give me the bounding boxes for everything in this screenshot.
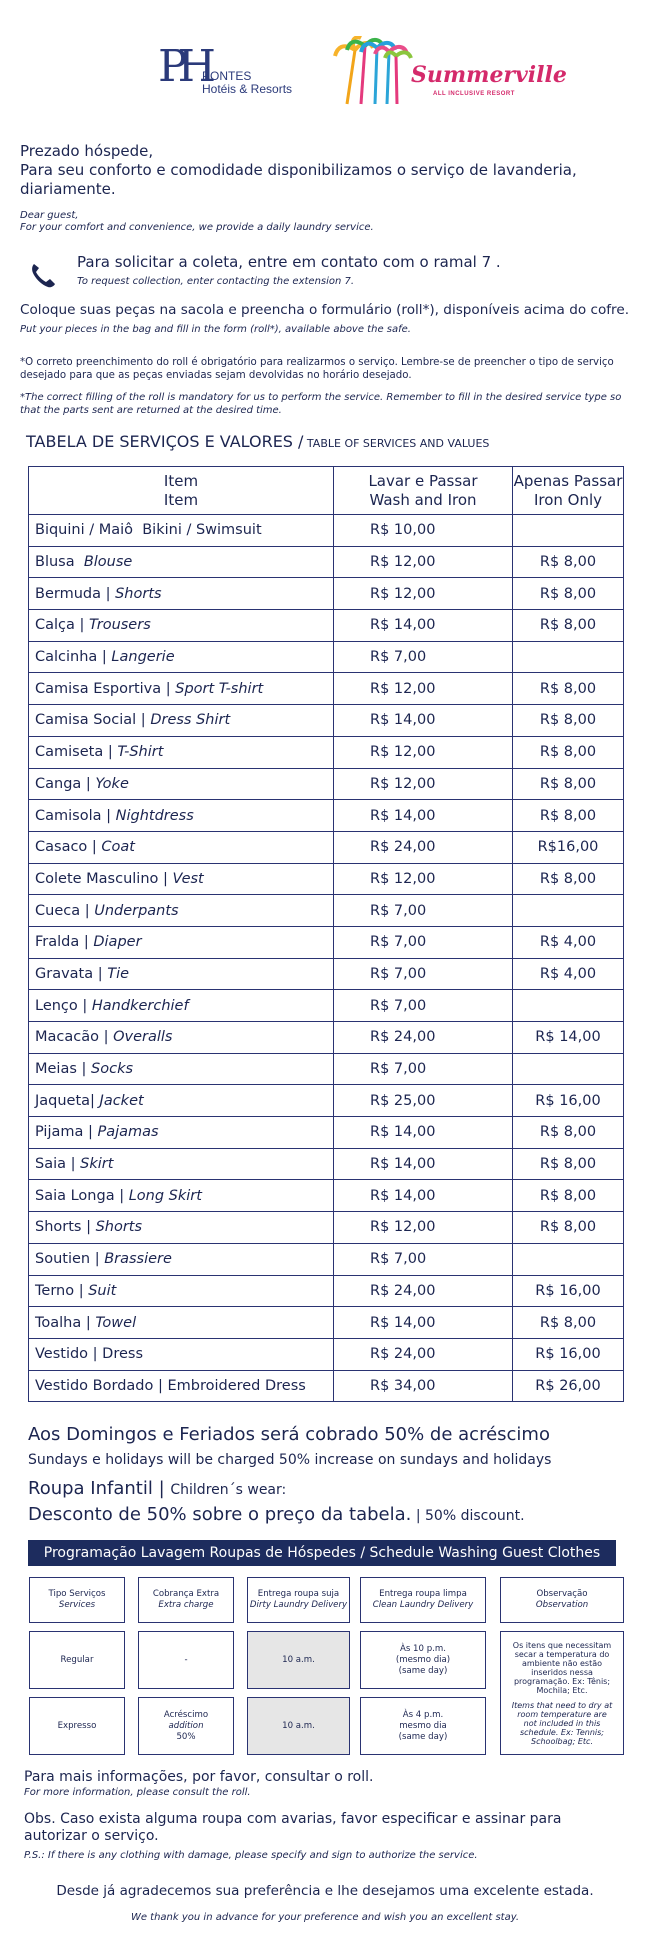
item-name-pt: Vestido | Dress xyxy=(35,1346,143,1363)
item-name xyxy=(29,863,334,895)
kids-discount-sep: | xyxy=(411,1508,426,1524)
item-name-pt: Pijama | xyxy=(35,1124,98,1141)
item-name-pt: Meias | xyxy=(35,1061,92,1078)
item-name xyxy=(29,1180,334,1212)
intro-pt: Para seu conforto e comodidade disponibilizamos o serviço de lavanderia, diariamente. xyxy=(20,161,577,198)
table-row xyxy=(29,1338,624,1370)
iron-only-price: R$ 16,00 xyxy=(513,1338,624,1370)
observation-box xyxy=(500,1631,624,1755)
iron-only-price: R$ 16,00 xyxy=(513,1085,624,1117)
surcharge-pt: Aos Domingos e Feriados será cobrado 50% de acréscimo xyxy=(28,1424,550,1445)
header-wash-iron: Lavar e Passar Wash and Iron xyxy=(334,467,513,515)
wash-iron-price: R$ 14,00 xyxy=(334,1180,513,1212)
obs-en: P.S.: If there is any clothing with damage, please specify and sign to authorize the service. xyxy=(24,1850,478,1861)
item-name xyxy=(29,1370,334,1402)
table-row xyxy=(29,768,624,800)
table-row xyxy=(29,1085,624,1117)
greeting-en: Dear guest, xyxy=(20,210,79,221)
iron-only-price: R$ 14,00 xyxy=(513,1022,624,1054)
table-row xyxy=(29,1180,624,1212)
regular-charge: - xyxy=(138,1631,234,1689)
kids-discount-en: 50% discount. xyxy=(425,1508,525,1524)
wash-iron-price: R$ 24,00 xyxy=(334,1275,513,1307)
express-type: Expresso xyxy=(29,1697,125,1755)
item-name-en: Pajamas xyxy=(97,1124,159,1141)
item-name-en: Shorts xyxy=(95,1219,143,1236)
iron-only-price: R$ 8,00 xyxy=(513,673,624,705)
note-pt: *O correto preenchimento do roll é obrigatório para realizarmos o serviço. Lembre-se de preencher o tipo de serviço desejado para que as peças enviadas sejam devolvidas no horário desejado. xyxy=(20,357,614,381)
pontes-logo-line2: Hotéis & Resorts xyxy=(202,82,293,96)
item-name-pt: Toalha | xyxy=(35,1314,96,1331)
table-row xyxy=(29,926,624,958)
item-name-pt: Macacão | xyxy=(35,1029,114,1046)
surcharge-en: Sundays e holidays will be charged 50% increase on sundays and holidays xyxy=(28,1452,552,1468)
greeting-pt: Prezado hóspede, xyxy=(20,142,154,160)
pontes-logo-text xyxy=(202,70,292,96)
table-row xyxy=(29,1307,624,1339)
item-name-en: Suit xyxy=(88,1282,117,1299)
item-name-pt: Saia | xyxy=(35,1156,81,1173)
item-name-pt: Saia Longa | xyxy=(35,1187,129,1204)
item-name xyxy=(29,1085,334,1117)
wash-iron-price: R$ 7,00 xyxy=(334,1243,513,1275)
summerville-subtitle: ALL INCLUSIVE RESORT xyxy=(433,91,515,97)
wash-iron-price: R$ 24,00 xyxy=(334,1022,513,1054)
iron-only-price: R$ 8,00 xyxy=(513,800,624,832)
price-table xyxy=(28,466,624,1402)
wash-iron-price: R$ 14,00 xyxy=(334,610,513,642)
kids-title xyxy=(28,1478,286,1499)
table-row xyxy=(29,1117,624,1149)
header-iron-only: Apenas Passar Iron Only xyxy=(513,467,624,515)
wash-iron-price: R$ 10,00 xyxy=(334,515,513,547)
item-name xyxy=(29,1243,334,1275)
table-row xyxy=(29,1212,624,1244)
header-item: Item Item xyxy=(29,467,334,515)
pontes-logo-line1: PONTES xyxy=(202,69,252,83)
item-name xyxy=(29,515,334,547)
item-name-en: Overalls xyxy=(113,1029,173,1046)
item-name xyxy=(29,1275,334,1307)
iron-only-price: R$ 4,00 xyxy=(513,958,624,990)
iron-only-price: R$ 8,00 xyxy=(513,1212,624,1244)
table-row xyxy=(29,1275,624,1307)
item-name xyxy=(29,1148,334,1180)
item-name-pt: Gravata | xyxy=(35,965,108,982)
info-en: For more information, please consult the roll. xyxy=(24,1787,251,1798)
iron-only-price xyxy=(513,641,624,673)
item-name-pt: Bermuda | xyxy=(35,585,116,602)
item-name-en: Jacket xyxy=(99,1092,144,1109)
item-name-pt: Soutien | xyxy=(35,1251,105,1268)
table-row xyxy=(29,1053,624,1085)
express-clean-delivery: Às 4 p.m. mesmo dia (same day) xyxy=(360,1697,486,1755)
bag-pt: Coloque suas peças na sacola e preencha o formulário (roll*), disponíveis acima do cofre. xyxy=(20,302,630,318)
iron-only-price: R$ 8,00 xyxy=(513,863,624,895)
iron-only-price: R$16,00 xyxy=(513,831,624,863)
table-row xyxy=(29,610,624,642)
table-row xyxy=(29,736,624,768)
table-row xyxy=(29,1243,624,1275)
item-name xyxy=(29,958,334,990)
regular-clean-delivery: Às 10 p.m. (mesmo dia) (same day) xyxy=(360,1631,486,1689)
item-name xyxy=(29,1053,334,1085)
schedule-header-observation: Observação Observation xyxy=(500,1577,624,1623)
item-name-en: Tie xyxy=(107,965,130,982)
bag-en: Put your pieces in the bag and fill in the form (roll*), available above the safe. xyxy=(20,324,411,335)
iron-only-price: R$ 8,00 xyxy=(513,546,624,578)
wash-iron-price: R$ 7,00 xyxy=(334,958,513,990)
pontes-logo-mark: PH xyxy=(158,41,206,92)
wash-iron-price: R$ 12,00 xyxy=(334,1212,513,1244)
express-dirty-delivery: 10 a.m. xyxy=(247,1697,350,1755)
wash-iron-price: R$ 7,00 xyxy=(334,641,513,673)
item-name xyxy=(29,578,334,610)
iron-only-price xyxy=(513,515,624,547)
item-name xyxy=(29,990,334,1022)
item-name-en: Towel xyxy=(95,1314,137,1331)
item-name xyxy=(29,1212,334,1244)
wash-iron-price: R$ 12,00 xyxy=(334,673,513,705)
wash-iron-price: R$ 7,00 xyxy=(334,895,513,927)
price-table-header xyxy=(29,467,624,515)
item-name xyxy=(29,831,334,863)
item-name-en: T-Shirt xyxy=(117,744,164,761)
iron-only-price xyxy=(513,895,624,927)
obs-pt: Obs. Caso exista alguma roupa com avarias, favor especificar e assinar para autorizar o serviço. xyxy=(24,1811,562,1844)
iron-only-price: R$ 8,00 xyxy=(513,610,624,642)
table-title-main: TABELA DE SERVIÇOS E VALORES / xyxy=(26,432,304,451)
item-name xyxy=(29,800,334,832)
item-name-en: Shorts xyxy=(115,585,162,602)
iron-only-price xyxy=(513,1243,624,1275)
item-name-en: Underpants xyxy=(94,902,179,919)
iron-only-price: R$ 8,00 xyxy=(513,1307,624,1339)
item-name xyxy=(29,1117,334,1149)
item-name-pt: Canga | xyxy=(35,775,96,792)
iron-only-price: R$ 8,00 xyxy=(513,1148,624,1180)
wash-iron-price: R$ 7,00 xyxy=(334,926,513,958)
item-name xyxy=(29,641,334,673)
item-name-pt: Calcinha | xyxy=(35,649,112,666)
observation-pt: Os itens que necessitam secar a temperatura do ambiente não estão inseridos nessa programação. Ex: Tênis; Mochila; Etc. xyxy=(512,1640,612,1695)
item-name-en: Trousers xyxy=(89,617,151,634)
item-name xyxy=(29,705,334,737)
item-name xyxy=(29,673,334,705)
wash-iron-price: R$ 14,00 xyxy=(334,1307,513,1339)
item-name xyxy=(29,610,334,642)
table-row xyxy=(29,895,624,927)
item-name xyxy=(29,1338,334,1370)
item-name-pt: Fralda | xyxy=(35,934,94,951)
item-name-pt: Lenço | xyxy=(35,997,92,1014)
wash-iron-price: R$ 12,00 xyxy=(334,578,513,610)
iron-only-price: R$ 26,00 xyxy=(513,1370,624,1402)
express-charge: Acréscimo addition 50% xyxy=(138,1697,234,1755)
wash-iron-price: R$ 14,00 xyxy=(334,705,513,737)
iron-only-price: R$ 4,00 xyxy=(513,926,624,958)
item-name-pt: Casaco | xyxy=(35,839,102,856)
item-name-pt: Colete Masculino | xyxy=(35,870,173,887)
summerville-name: Summerville xyxy=(411,62,567,88)
wash-iron-price: R$ 12,00 xyxy=(334,546,513,578)
item-name-en: Langerie xyxy=(111,649,175,666)
thanks-en: We thank you in advance for your preference and wish you an excellent stay. xyxy=(130,1912,520,1923)
info-pt: Para mais informações, por favor, consultar o roll. xyxy=(24,1769,374,1785)
item-name-pt: Shorts | xyxy=(35,1219,96,1236)
item-name-pt: Camiseta | xyxy=(35,744,118,761)
regular-type: Regular xyxy=(29,1631,125,1689)
observation-en: Items that need to dry at room temperature are not included in this schedule. Ex: Tennis; Schoolbag; Etc. xyxy=(511,1700,613,1746)
item-name xyxy=(29,768,334,800)
item-name xyxy=(29,1022,334,1054)
kids-title-sep: | xyxy=(152,1478,171,1499)
wash-iron-price: R$ 7,00 xyxy=(334,990,513,1022)
table-row xyxy=(29,863,624,895)
schedule-title: Programação Lavagem Roupas de Hóspedes / Schedule Washing Guest Clothes xyxy=(28,1540,616,1566)
item-name-pt: Cueca | xyxy=(35,902,95,919)
table-title xyxy=(26,432,489,451)
regular-dirty-delivery: 10 a.m. xyxy=(247,1631,350,1689)
table-row xyxy=(29,990,624,1022)
item-name-en: Yoke xyxy=(95,775,129,792)
phone-icon xyxy=(28,260,58,290)
table-row xyxy=(29,1022,624,1054)
table-row xyxy=(29,705,624,737)
summerville-logo xyxy=(333,36,567,106)
item-name xyxy=(29,736,334,768)
kids-discount-pt: Desconto de 50% sobre o preço da tabela. xyxy=(28,1504,412,1525)
iron-only-price: R$ 8,00 xyxy=(513,1117,624,1149)
wash-iron-price: R$ 14,00 xyxy=(334,1117,513,1149)
item-name-en: Nightdress xyxy=(115,807,194,824)
kids-title-en: Children´s wear: xyxy=(170,1482,287,1498)
wash-iron-price: R$ 12,00 xyxy=(334,863,513,895)
item-name-en: Dress Shirt xyxy=(150,712,231,729)
intro-en: For your comfort and convenience, we provide a daily laundry service. xyxy=(20,222,374,233)
table-row xyxy=(29,831,624,863)
pontes-logo xyxy=(158,42,298,106)
wash-iron-price: R$ 25,00 xyxy=(334,1085,513,1117)
iron-only-price xyxy=(513,1053,624,1085)
table-row xyxy=(29,641,624,673)
iron-only-price xyxy=(513,990,624,1022)
item-name-en: Handkerchief xyxy=(91,997,189,1014)
item-name xyxy=(29,926,334,958)
item-name-en: Vest xyxy=(172,870,204,887)
table-row xyxy=(29,1370,624,1402)
palm-trees-icon xyxy=(333,36,413,106)
item-name-pt: Blusa xyxy=(35,554,84,571)
table-row xyxy=(29,578,624,610)
schedule-header-clean-delivery: Entrega roupa limpa Clean Laundry Delivery xyxy=(360,1577,486,1623)
item-name-en: Blouse xyxy=(83,554,133,571)
request-en: To request collection, enter contacting the extension 7. xyxy=(77,276,355,287)
iron-only-price: R$ 8,00 xyxy=(513,705,624,737)
wash-iron-price: R$ 12,00 xyxy=(334,768,513,800)
item-name-en: Coat xyxy=(101,839,135,856)
item-name-en: Skirt xyxy=(80,1156,114,1173)
item-name-en: Brassiere xyxy=(104,1251,172,1268)
item-name-pt: Jaqueta| xyxy=(35,1092,100,1109)
schedule-header-dirty-delivery: Entrega roupa suja Dirty Laundry Delivery xyxy=(247,1577,350,1623)
wash-iron-price: R$ 24,00 xyxy=(334,1338,513,1370)
item-name-pt: Terno | xyxy=(35,1282,89,1299)
wash-iron-price: R$ 14,00 xyxy=(334,800,513,832)
iron-only-price: R$ 8,00 xyxy=(513,1180,624,1212)
wash-iron-price: R$ 34,00 xyxy=(334,1370,513,1402)
item-name-en: Sport T-shirt xyxy=(175,680,264,697)
iron-only-price: R$ 8,00 xyxy=(513,736,624,768)
item-name-pt: Camisa Esportiva | xyxy=(35,680,176,697)
schedule-header-services: Tipo Serviços Services xyxy=(29,1577,125,1623)
table-row xyxy=(29,546,624,578)
wash-iron-price: R$ 14,00 xyxy=(334,1148,513,1180)
item-name xyxy=(29,546,334,578)
note-en: *The correct filling of the roll is mandatory for us to perform the service. Remember to fill in the desired service type so that the parts sent are returned at the desired time. xyxy=(20,392,622,416)
iron-only-price: R$ 8,00 xyxy=(513,578,624,610)
table-row xyxy=(29,673,624,705)
item-name-pt: Vestido Bordado | Embroidered Dress xyxy=(35,1377,306,1394)
item-name-en: Long Skirt xyxy=(128,1187,202,1204)
wash-iron-price: R$ 12,00 xyxy=(334,736,513,768)
schedule-header-extra-charge: Cobrança Extra Extra charge xyxy=(138,1577,234,1623)
logo-bar xyxy=(0,36,650,106)
kids-title-pt: Roupa Infantil xyxy=(28,1478,153,1499)
table-row xyxy=(29,515,624,547)
item-name-pt: Camisola | xyxy=(35,807,116,824)
iron-only-price: R$ 16,00 xyxy=(513,1275,624,1307)
item-name-en: Socks xyxy=(91,1061,134,1078)
item-name xyxy=(29,895,334,927)
item-name-pt: Biquini / Maiô Bikini / Swimsuit xyxy=(35,522,262,539)
item-name-pt: Camisa Social | xyxy=(35,712,151,729)
thanks-pt: Desde já agradecemos sua preferência e lhe desejamos uma excelente estada. xyxy=(56,1883,594,1899)
table-row xyxy=(29,800,624,832)
request-pt: Para solicitar a coleta, entre em contato com o ramal 7 . xyxy=(77,253,501,271)
kids-discount xyxy=(28,1504,525,1525)
item-name-pt: Calça | xyxy=(35,617,89,634)
wash-iron-price: R$ 24,00 xyxy=(334,831,513,863)
item-name xyxy=(29,1307,334,1339)
item-name-en: Diaper xyxy=(93,934,142,951)
table-row xyxy=(29,958,624,990)
table-title-sub: TABLE OF SERVICES AND VALUES xyxy=(303,437,490,450)
table-row xyxy=(29,1148,624,1180)
iron-only-price: R$ 8,00 xyxy=(513,768,624,800)
wash-iron-price: R$ 7,00 xyxy=(334,1053,513,1085)
